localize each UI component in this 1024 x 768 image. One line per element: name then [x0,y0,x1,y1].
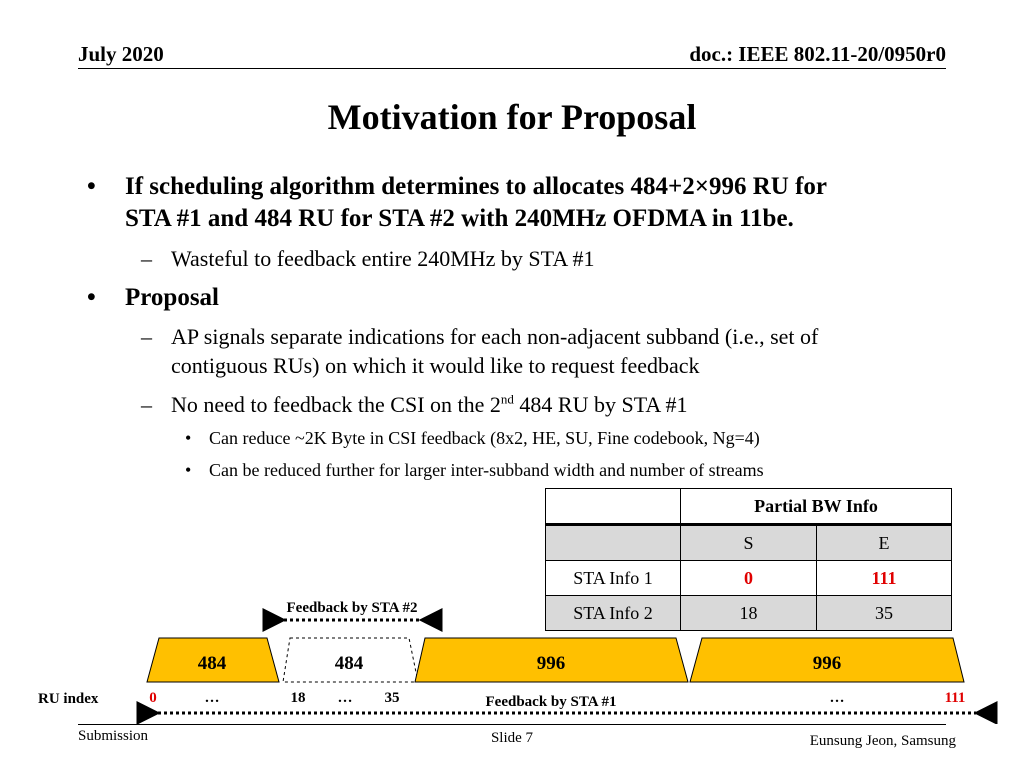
bullet-marker: • [87,284,96,311]
bullet-1-sub-1: Wasteful to feedback entire 240MHz by STA #1 [171,246,595,271]
bullet-2-sub-2 [171,390,688,419]
feedback-sta1-label: Feedback by STA #1 [485,694,617,710]
table-header-row [546,489,952,525]
ru-block-label: 996 [812,653,842,674]
table-corner-cell [546,525,681,561]
column-e: E [817,525,952,561]
footer-slide-number: Slide 7 [490,730,534,746]
dash-marker: – [141,246,152,271]
bullet-marker: • [185,460,192,480]
row-label: STA Info 1 [546,561,681,596]
column-s: S [681,525,817,561]
header-doc-id: doc.: IEEE 802.11-20/0950r0 [689,42,946,66]
row-label: STA Info 2 [546,596,681,631]
bullet-1-line-2: STA #1 and 484 RU for STA #2 with 240MHz OFDMA in 11be. [125,205,794,232]
bullet-2-sub-2-sub-1: Can reduce ~2K Byte in CSI feedback (8x2, HE, SU, Fine codebook, Ng=4) [209,428,760,448]
dash-marker: – [141,392,152,417]
ru-block-label: 996 [536,653,566,674]
ordinal-suffix: nd [500,391,514,407]
bullet-2-sub-2-sub-2: Can be reduced further for larger inter-subband width and number of streams [209,460,764,480]
bullet-1-line-1: If scheduling algorithm determines to allocates 484+2×996 RU for [125,173,828,200]
footer-author: Eunsung Jeon, Samsung [809,733,956,749]
bullet-1 [125,171,945,235]
cell-s: 18 [681,596,817,631]
table-corner-cell [546,489,681,525]
bullet-2-sub-1-line-2: contiguous RUs) on which it would like to request feedback [171,353,700,378]
tick-35: 35 [384,690,400,706]
cell-e: 111 [817,561,952,596]
tick-18: 18 [290,690,306,706]
bullet-2-sub-1 [171,322,951,380]
cell-e: 35 [817,596,952,631]
header-rule [78,68,946,69]
bullet-2-sub-1-line-1: AP signals separate indications for each non-adjacent subband (i.e., set of [171,324,819,349]
tick-ellipsis: … [337,690,353,706]
table-header: Partial BW Info [681,489,952,525]
slide-title: Motivation for Proposal [327,97,697,137]
feedback-sta2-label: Feedback by STA #2 [286,600,418,616]
tick-ellipsis: … [829,690,845,706]
table-column-row [546,525,952,561]
bullet-marker: • [185,428,192,448]
bullet-2: Proposal [125,284,219,311]
ru-block-label: 484 [334,653,364,674]
cell-s: 0 [681,561,817,596]
dash-marker: – [141,324,152,349]
tick-0: 0 [149,690,157,706]
ru-block-label: 484 [197,653,227,674]
tick-ellipsis: … [204,690,220,706]
bullet-marker: • [87,173,96,200]
footer-submission: Submission [78,728,149,744]
footer-rule [78,724,946,725]
tick-111: 111 [944,690,966,706]
bullet-2-sub-2-post: 484 RU by STA #1 [513,392,688,417]
ru-diagram [0,590,1024,724]
header-date: July 2020 [78,42,164,66]
bullet-2-sub-2-pre: No need to feedback the CSI on the 2 [171,392,501,417]
ru-index-label: RU index [38,691,99,707]
